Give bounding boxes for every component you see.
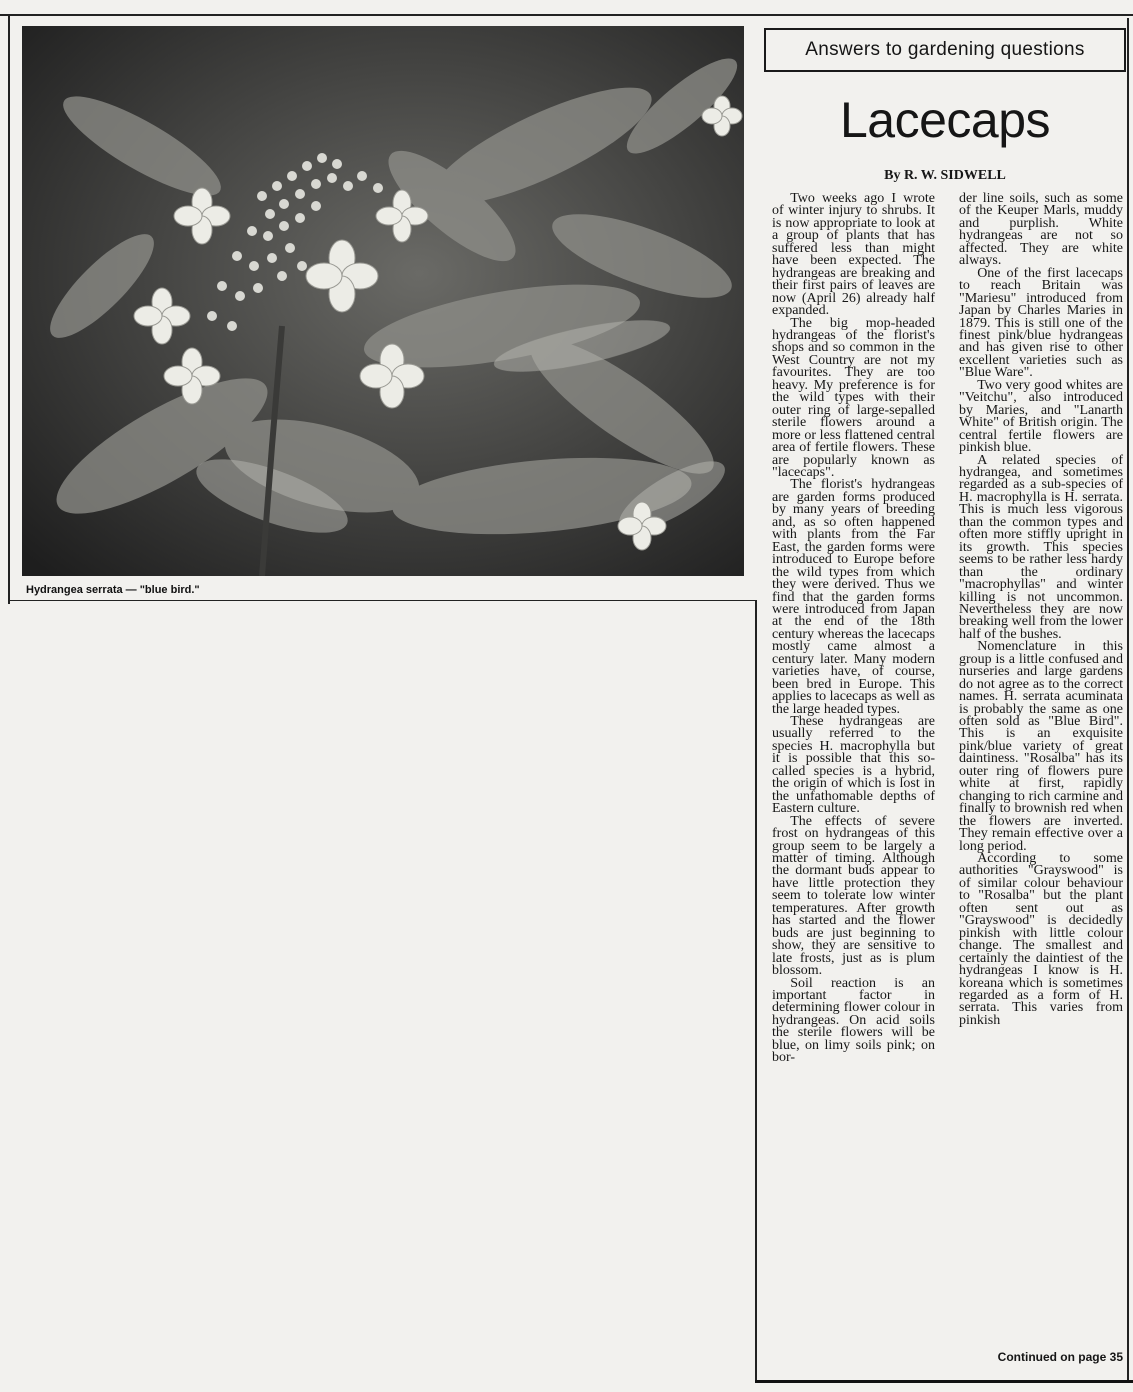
article-column-right xyxy=(959,193,1123,1027)
article-byline: By R. W. SIDWELL xyxy=(884,168,1006,183)
bottom-border-rule xyxy=(755,1380,1133,1383)
paragraph: Two weeks ago I wrote of winter injury to shrubs. It is now appropriate to look at a group of plants that has suffered less than might have been expected. The hydrangeas are breaking and their first pairs of leaves are now (April 26) already half expanded. xyxy=(772,191,935,319)
paragraph: Two very good whites are "Veitchu", also introduced by Maries, and "Lanarth White" of British origin. The central fertile flowers are pinkish blue. xyxy=(959,377,1123,456)
paragraph: One of the first lacecaps to reach Britain was "Mariesu" introduced from Japan by Charles Maries in 1879. This is still one of the finest pink/blue hydrangeas and has given rise to other excellent varieties such as "Blue Ware". xyxy=(959,265,1123,381)
paragraph: A related species of hydrangea, and sometimes regarded as a sub-species of H. macrophylla is H. serrata. This is much less vigorous than the common types and often more stiffly upright in its growth. This species seems to be rather less hardy than the ordinary "macrophyllas" and winter killing is not uncommon. Nevertheless they are now breaking well from the lower half of the bushes. xyxy=(959,452,1123,642)
article-headline: Lacecaps xyxy=(839,92,1051,148)
hydrangea-photo-graphic xyxy=(22,26,744,576)
photo-caption: Hydrangea serrata — "blue bird." xyxy=(26,584,200,596)
paragraph: According to some authorities "Grayswood" is of similar colour behaviour to "Rosalba" but the plant often sent out as "Grayswood" is decidedly pinkish with little colour change. The smallest and certainly the daintiest of the hydrangeas I know is H. koreana which is sometimes regarded as a form of H. serrata. This varies from pinkish xyxy=(959,851,1123,1028)
continued-note: Continued on page 35 xyxy=(997,1350,1123,1364)
paragraph: Soil reaction is an important factor in determining flower colour in hydrangeas. On acid soils the sterile flowers will be blue, on limy soils pink; on bor- xyxy=(772,975,935,1066)
paragraph: The florist's hydrangeas are garden forms produced by many years of breeding and, as so often happened with plants from the Far East, the garden forms were introduced to Europe before the wild types from which they were derived. Thus we find that the garden forms were introduced from Japan at the end of the 18th century whereas the lacecaps mostly came almost a century later. Many modern varieties have, of course, been bred in Europe. This applies to lacecaps as well as the large headed types. xyxy=(772,477,935,717)
column-divider-rule xyxy=(755,600,757,1380)
right-border-rule xyxy=(1127,18,1129,1380)
paragraph: Nomenclature in this group is a little confused and nurseries and large gardens do not agree as to the correct names. H. serrata acuminata is probably the same as one often sold as "Blue Bird". This is an exquisite pink/blue variety of great daintiness. "Rosalba" has its outer ring of flowers pure white at first, rapidly changing to rich carmine and finally to brownish red when the flowers are inverted. They remain effective over a long period. xyxy=(959,639,1123,854)
section-heading: Answers to gardening questions xyxy=(764,28,1126,72)
hydrangea-photo xyxy=(22,26,744,576)
article-column-left xyxy=(772,193,935,1065)
top-border-rule xyxy=(0,14,1133,16)
photo-divider-rule xyxy=(10,600,756,601)
paragraph: The big mop-headed hydrangeas of the florist's shops and so common in the West Country are not my favourites. They are too heavy. My preference is for the wild types with their outer ring of large-sepalled sterile flowers around a more or less flattened central area of fertile flowers. These are popularly known as "lacecaps". xyxy=(772,315,935,480)
paragraph: der line soils, such as some of the Keuper Marls, muddy and purplish. White hydrangeas are not so affected. They are white always. xyxy=(959,191,1123,269)
paragraph: These hydrangeas are usually referred to the species H. macrophylla but it is possible that this so-called species is a hybrid, the origin of which is lost in the unfathomable depths of Eastern culture. xyxy=(772,714,935,817)
left-border-rule xyxy=(8,14,10,604)
paragraph: The effects of severe frost on hydrangeas of this group seem to be largely a matter of timing. Although the dormant buds appear to have little protection they seem to tolerate low winter temperatures. After growth has started and the flower buds are just beginning to show, they are sensitive to late frosts, just as is plum blossom. xyxy=(772,813,935,979)
